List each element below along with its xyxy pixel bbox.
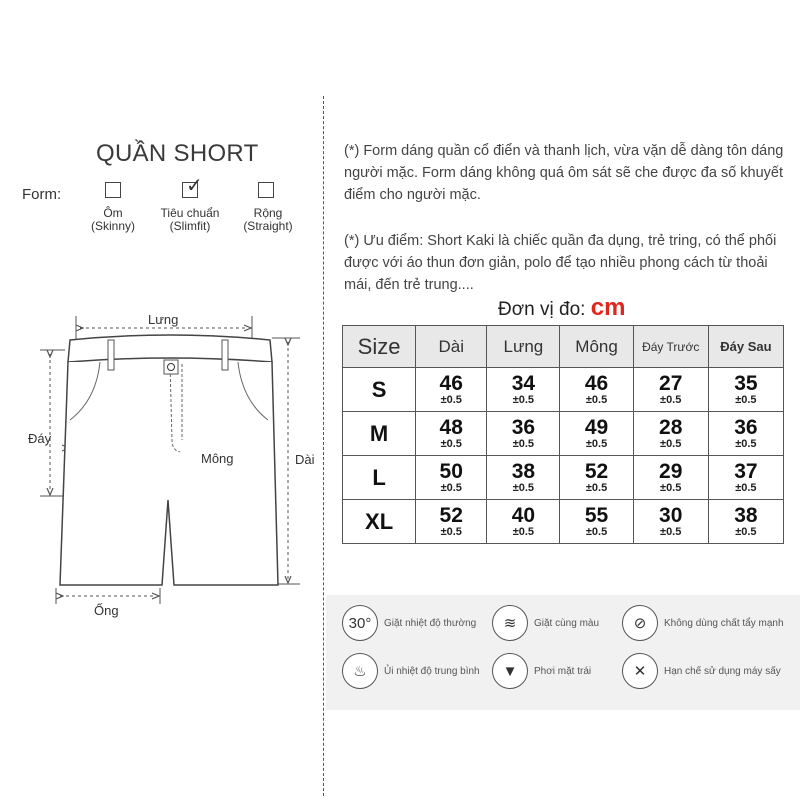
checkbox-skinny[interactable] (105, 182, 121, 198)
tolerance: ±0.5 (660, 525, 682, 538)
rise-label: Đáy (28, 431, 52, 446)
measurement-value: 50 (439, 459, 463, 483)
measurement-value: 52 (439, 503, 463, 527)
no-bleach-icon: ⊘ (622, 605, 658, 641)
tolerance: ±0.5 (735, 393, 757, 406)
measurement-cell (560, 500, 633, 544)
measurement-cell (416, 456, 487, 500)
care-item (492, 653, 591, 689)
measurement-value: 55 (584, 503, 609, 527)
option-name: Rộng (253, 206, 283, 220)
table-row (343, 368, 784, 412)
measurement-value: 49 (584, 415, 609, 439)
checkbox-straight[interactable] (258, 182, 274, 198)
wash-30-icon: 30° (342, 605, 378, 641)
option-name: Tiêu chuẩn (160, 206, 220, 220)
tolerance: ±0.5 (585, 393, 608, 406)
unit-value: cm (590, 294, 626, 321)
size-cell: XL (343, 500, 416, 544)
tolerance: ±0.5 (440, 393, 462, 406)
tolerance: ±0.5 (512, 437, 535, 450)
measurement-cell (416, 500, 487, 544)
measurement-value: 36 (511, 415, 536, 439)
measurement-cell (633, 412, 708, 456)
tolerance: ±0.5 (440, 437, 462, 450)
measurement-cell (708, 456, 783, 500)
tolerance: ±0.5 (660, 437, 682, 450)
tolerance: ±0.5 (660, 393, 682, 406)
table-row (343, 456, 784, 500)
shorts-diagram (0, 300, 320, 630)
page-title: QUẦN SHORT (96, 140, 259, 167)
tolerance: ±0.5 (735, 481, 757, 494)
tolerance: ±0.5 (585, 437, 608, 450)
care-item (492, 605, 599, 641)
description-advantages: (*) Ưu điểm: Short Kaki là chiếc quần đa dụng, trẻ tring, có thể phối được với áo thun đơn giản, polo để tạo nhiều phong cách từ thoải mái, đến trẻ trung.... (344, 233, 777, 293)
measurement-cell (708, 500, 783, 544)
measurement-value: 37 (734, 459, 758, 483)
care-label: Không dùng chất tẩy mạnh (664, 617, 784, 629)
leg-opening-label: Ống (94, 603, 119, 618)
measurement-cell (560, 412, 633, 456)
measurement-value: 46 (439, 371, 463, 395)
care-instructions (326, 595, 800, 710)
care-label: Giặt nhiệt độ thường (384, 617, 477, 629)
table-row (343, 500, 784, 544)
care-item (622, 653, 781, 689)
dry-inside-out-icon: ▼ (492, 653, 528, 689)
tolerance: ±0.5 (585, 481, 608, 494)
care-label: Phơi mặt trái (534, 665, 592, 677)
option-sub: (Skinny) (90, 219, 135, 233)
measurement-value: 35 (734, 371, 758, 395)
form-option-straight (223, 207, 313, 233)
measurement-cell (633, 368, 708, 412)
wash-color-icon: ≋ (492, 605, 528, 641)
measurement-value: 30 (659, 503, 683, 527)
header-back-rise: Đáy Sau (708, 326, 783, 368)
measurement-value: 38 (511, 459, 536, 483)
tolerance: ±0.5 (585, 525, 608, 538)
unit-label: Đơn vị đo: (498, 299, 586, 320)
measurement-value: 46 (584, 371, 609, 395)
option-sub: (Slimfit) (169, 219, 211, 233)
iron-icon: ♨ (342, 653, 378, 689)
measurement-value: 48 (439, 415, 463, 439)
measurement-cell (416, 412, 487, 456)
measurement-value: 40 (511, 503, 536, 527)
tolerance: ±0.5 (512, 525, 535, 538)
measurement-cell (416, 368, 487, 412)
form-label: Form: (22, 186, 62, 203)
measurement-cell (708, 412, 783, 456)
measurement-cell (560, 368, 633, 412)
tolerance: ±0.5 (735, 525, 757, 538)
size-cell: L (343, 456, 416, 500)
header-front-rise: Đáy Trước (633, 326, 708, 368)
care-item (342, 653, 480, 689)
option-sub: (Straight) (243, 219, 293, 233)
measurement-cell (487, 368, 560, 412)
care-label: Hạn chế sử dụng máy sấy (664, 665, 781, 677)
tolerance: ±0.5 (660, 481, 682, 494)
measurement-cell (487, 456, 560, 500)
checkmark-icon: ✓ (186, 173, 203, 197)
form-option-slimfit (145, 207, 235, 233)
size-table-header (343, 326, 784, 368)
checkbox-slimfit[interactable] (182, 173, 203, 198)
care-label: Giặt cùng màu (534, 617, 600, 629)
option-name: Ôm (103, 206, 123, 220)
measurement-value: 34 (511, 371, 536, 395)
tolerance: ±0.5 (512, 393, 535, 406)
tolerance: ±0.5 (440, 525, 462, 538)
unit-line (498, 294, 625, 322)
care-item (622, 605, 784, 641)
size-table (342, 325, 784, 544)
limit-dryer-icon: ✕ (622, 653, 658, 689)
measurement-value: 52 (584, 459, 609, 483)
tolerance: ±0.5 (512, 481, 535, 494)
measurement-cell (633, 456, 708, 500)
measurement-cell (708, 368, 783, 412)
divider (323, 96, 324, 796)
header-waist: Lưng (487, 326, 560, 368)
table-row (343, 412, 784, 456)
measurement-value: 28 (659, 415, 683, 439)
care-label: Ủi nhiệt độ trung bình (384, 665, 480, 677)
measurement-value: 27 (659, 371, 683, 395)
size-cell: M (343, 412, 416, 456)
measurement-cell (487, 500, 560, 544)
header-size: Size (343, 326, 416, 368)
description-form: (*) Form dáng quần cổ điển và thanh lịch, vừa vặn dễ dàng tôn dáng người mặc. Form dáng không quá ôm sát sẽ che được đa số khuyết điểm cho người mặc. (344, 143, 784, 203)
size-cell: S (343, 368, 416, 412)
measurement-cell (487, 412, 560, 456)
tolerance: ±0.5 (440, 481, 462, 494)
measurement-value: 36 (734, 415, 758, 439)
hip-label: Mông (201, 451, 234, 466)
tolerance: ±0.5 (735, 437, 757, 450)
waist-label: Lưng (148, 312, 179, 327)
measurement-cell (560, 456, 633, 500)
measurement-value: 29 (659, 459, 683, 483)
length-label: Dài (295, 452, 315, 467)
header-hip: Mông (560, 326, 633, 368)
care-item (342, 605, 476, 641)
measurement-cell (633, 500, 708, 544)
header-length: Dài (416, 326, 487, 368)
measurement-value: 38 (734, 503, 758, 527)
